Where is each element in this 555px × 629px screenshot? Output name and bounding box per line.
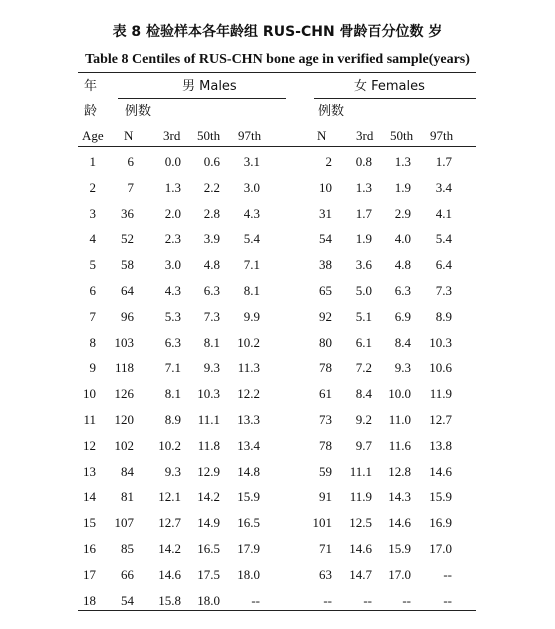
cell-males-p3: 14.6 xyxy=(158,566,181,582)
cell-males-p50: 11.8 xyxy=(197,437,220,453)
cell-males-p97: -- xyxy=(251,592,260,608)
cell-age: 5 xyxy=(89,257,96,273)
cell-females-p97: 12.7 xyxy=(429,412,452,427)
cell-age: 3 xyxy=(89,205,96,221)
cell-females-p97: 3.4 xyxy=(435,179,452,195)
cell-females-p3: 14.7 xyxy=(349,566,372,582)
cell-males-p50: 0.6 xyxy=(203,154,220,169)
cell-females-p97: 14.6 xyxy=(429,463,452,479)
cell-males-n: 64 xyxy=(121,283,134,298)
cell-males-p3: 15.8 xyxy=(158,592,181,608)
cell-females-p50: 11.0 xyxy=(388,412,411,427)
cell-males-p50: 2.2 xyxy=(203,179,220,195)
cell-males-n: 7 xyxy=(127,179,134,195)
cell-females-p3: 11.1 xyxy=(349,463,372,479)
cell-males-n: 58 xyxy=(121,257,134,273)
cell-females-n: 91 xyxy=(319,489,332,505)
cell-females-p50: 15.9 xyxy=(388,541,411,556)
header-p50-males: 50th xyxy=(197,128,221,143)
cell-females-p3: 1.3 xyxy=(355,179,372,195)
cell-males-n: 118 xyxy=(114,360,134,376)
header-cases-females: 例数 xyxy=(318,104,345,119)
cell-females-p97: 15.9 xyxy=(429,489,452,505)
cell-males-p50: 10.3 xyxy=(197,386,220,402)
cell-males-n: 120 xyxy=(114,412,134,427)
cell-females-n: 78 xyxy=(319,437,332,453)
cell-females-n: 63 xyxy=(319,566,332,582)
cell-females-p50: 4.0 xyxy=(394,231,411,247)
cell-females-p3: 14.6 xyxy=(349,541,372,556)
cell-age: 12 xyxy=(83,437,96,453)
cell-age: 18 xyxy=(83,592,96,608)
cell-females-p3: 5.1 xyxy=(355,308,372,324)
header-females: 女 Females xyxy=(354,79,425,94)
cell-females-p97: 10.3 xyxy=(429,334,452,350)
cell-age: 7 xyxy=(89,308,96,324)
cell-females-p50: 8.4 xyxy=(394,334,411,350)
cell-females-p3: 12.5 xyxy=(349,515,372,531)
cell-males-p97: 10.2 xyxy=(237,334,260,350)
cell-females-n: 80 xyxy=(319,334,332,350)
cell-females-p97: 17.0 xyxy=(429,541,452,556)
cell-males-p3: 4.3 xyxy=(164,283,181,298)
cell-females-p50: 12.8 xyxy=(388,463,411,479)
cell-females-n: 54 xyxy=(319,231,332,247)
cell-males-p97: 18.0 xyxy=(237,566,260,582)
header-p50-females: 50th xyxy=(390,128,414,143)
header-age-cn-2: 龄 xyxy=(84,104,98,119)
header-bottom-rule xyxy=(78,146,476,147)
cell-males-p50: 3.9 xyxy=(203,231,220,247)
cell-females-p50: 1.3 xyxy=(394,154,411,169)
cell-males-p3: 3.0 xyxy=(164,257,181,273)
cell-females-n: 10 xyxy=(319,179,332,195)
cell-females-p50: 14.6 xyxy=(388,515,411,531)
cell-males-p50: 8.1 xyxy=(203,334,220,350)
cell-females-p97: -- xyxy=(443,592,452,608)
cell-females-p3: 0.8 xyxy=(355,154,372,169)
cell-males-n: 126 xyxy=(114,386,134,402)
cell-females-p50: 2.9 xyxy=(394,205,411,221)
cell-males-p97: 11.3 xyxy=(237,360,260,376)
header-age-cn-1: 年 xyxy=(84,79,98,94)
cell-males-p97: 13.4 xyxy=(237,437,260,453)
cell-males-p97: 8.1 xyxy=(243,283,260,298)
cell-males-n: 6 xyxy=(127,154,134,169)
cell-males-p3: 14.2 xyxy=(158,541,181,556)
cell-females-n: 101 xyxy=(312,515,332,531)
cell-females-n: 2 xyxy=(325,154,332,169)
cell-females-p97: 11.9 xyxy=(429,386,452,402)
cell-males-n: 36 xyxy=(121,205,134,221)
cell-males-p97: 3.0 xyxy=(243,179,260,195)
cell-males-p50: 4.8 xyxy=(203,257,220,273)
cell-males-n: 84 xyxy=(121,463,134,479)
cell-males-p50: 14.9 xyxy=(197,515,220,531)
cell-females-p97: 10.6 xyxy=(429,360,452,376)
cell-age: 9 xyxy=(89,360,96,376)
cell-males-p50: 12.9 xyxy=(197,463,220,479)
cell-females-p3: 11.9 xyxy=(349,489,372,505)
header-p3-males: 3rd xyxy=(163,128,181,143)
cell-age: 11 xyxy=(83,412,96,427)
cell-age: 16 xyxy=(83,541,96,556)
cell-males-p3: 5.3 xyxy=(164,308,181,324)
cell-males-p97: 14.8 xyxy=(237,463,260,479)
cell-age: 4 xyxy=(89,231,96,247)
cell-females-p3: 9.7 xyxy=(355,437,372,453)
cell-males-p3: 6.3 xyxy=(164,334,181,350)
cell-males-n: 52 xyxy=(121,231,134,247)
cell-males-p50: 11.1 xyxy=(197,412,220,427)
cell-age: 14 xyxy=(83,489,96,505)
cell-males-p97: 5.4 xyxy=(243,231,260,247)
cell-females-n: 61 xyxy=(319,386,332,402)
cell-females-p50: 17.0 xyxy=(388,566,411,582)
cell-females-p50: 4.8 xyxy=(394,257,411,273)
bottom-rule xyxy=(78,610,476,611)
cell-age: 1 xyxy=(89,154,96,169)
cell-age: 17 xyxy=(83,566,96,582)
males-group-rule xyxy=(118,98,286,99)
header-age-en: Age xyxy=(82,128,104,143)
cell-males-p97: 12.2 xyxy=(237,386,260,402)
cell-age: 15 xyxy=(83,515,96,531)
cell-females-p97: 4.1 xyxy=(435,205,452,221)
header-n-males: N xyxy=(124,128,134,143)
cell-females-p97: -- xyxy=(443,566,452,582)
cell-females-p50: 9.3 xyxy=(394,360,411,376)
cell-males-p3: 2.0 xyxy=(164,205,181,221)
cell-males-p3: 8.1 xyxy=(164,386,181,402)
cell-females-p97: 1.7 xyxy=(435,154,452,169)
cell-females-p50: 1.9 xyxy=(394,179,411,195)
cell-males-p50: 18.0 xyxy=(197,592,220,608)
cell-males-p3: 1.3 xyxy=(164,179,181,195)
cell-females-p3: 5.0 xyxy=(355,283,372,298)
cell-males-p97: 13.3 xyxy=(237,412,260,427)
cell-age: 13 xyxy=(83,463,96,479)
cell-females-p97: 6.4 xyxy=(435,257,452,273)
cell-age: 6 xyxy=(89,283,96,298)
cell-females-n: 31 xyxy=(319,205,332,221)
cell-females-p97: 16.9 xyxy=(429,515,452,531)
cell-males-p97: 4.3 xyxy=(243,205,260,221)
cell-females-p50: 10.0 xyxy=(388,386,411,402)
cell-males-p50: 6.3 xyxy=(203,283,220,298)
cell-females-p50: 11.6 xyxy=(388,437,411,453)
cell-females-p50: -- xyxy=(402,592,411,608)
cell-males-p97: 3.1 xyxy=(243,154,260,169)
cell-males-p97: 15.9 xyxy=(237,489,260,505)
cell-males-p3: 12.1 xyxy=(158,489,181,505)
header-cases-males: 例数 xyxy=(125,104,152,119)
cell-males-n: 81 xyxy=(121,489,134,505)
cell-age: 2 xyxy=(89,179,96,195)
cell-age: 10 xyxy=(83,386,96,402)
cell-males-p50: 9.3 xyxy=(203,360,220,376)
cell-males-p50: 16.5 xyxy=(197,541,220,556)
cell-males-p97: 16.5 xyxy=(237,515,260,531)
cell-males-n: 85 xyxy=(121,541,134,556)
cell-males-p50: 14.2 xyxy=(197,489,220,505)
cell-females-p97: 8.9 xyxy=(435,308,452,324)
cell-females-p3: 9.2 xyxy=(355,412,372,427)
cell-females-n: 65 xyxy=(319,283,332,298)
cell-females-p50: 6.3 xyxy=(394,283,411,298)
header-n-females: N xyxy=(317,128,327,143)
cell-males-n: 66 xyxy=(121,566,134,582)
cell-females-p3: 1.9 xyxy=(355,231,372,247)
cell-males-n: 107 xyxy=(114,515,134,531)
cell-females-p3: 1.7 xyxy=(355,205,372,221)
cell-males-p97: 9.9 xyxy=(243,308,260,324)
cell-females-p97: 7.3 xyxy=(435,283,452,298)
cell-females-p3: -- xyxy=(363,592,372,608)
top-rule xyxy=(78,72,476,73)
cell-females-p97: 5.4 xyxy=(435,231,452,247)
cell-males-p3: 8.9 xyxy=(164,412,181,427)
cell-males-p97: 17.9 xyxy=(237,541,260,556)
cell-males-n: 96 xyxy=(121,308,134,324)
cell-males-p50: 2.8 xyxy=(203,205,220,221)
cell-females-p3: 7.2 xyxy=(355,360,372,376)
cell-males-p50: 17.5 xyxy=(197,566,220,582)
header-p97-females: 97th xyxy=(430,128,454,143)
females-group-rule xyxy=(314,98,476,99)
cell-males-p50: 7.3 xyxy=(203,308,220,324)
cell-males-p97: 7.1 xyxy=(243,257,260,273)
cell-males-n: 103 xyxy=(114,334,134,350)
cell-males-n: 54 xyxy=(121,592,134,608)
cell-females-p97: 13.8 xyxy=(429,437,452,453)
cell-females-n: 71 xyxy=(319,541,332,556)
cell-females-p50: 6.9 xyxy=(394,308,411,324)
cell-females-n: 73 xyxy=(319,412,332,427)
table-title-english: Table 8 Centiles of RUS-CHN bone age in verified sample(years) xyxy=(85,52,470,67)
cell-males-p3: 7.1 xyxy=(164,360,181,376)
cell-females-n: 38 xyxy=(319,257,332,273)
cell-males-p3: 0.0 xyxy=(164,154,181,169)
cell-males-p3: 12.7 xyxy=(158,515,181,531)
header-p3-females: 3rd xyxy=(356,128,374,143)
cell-females-p3: 8.4 xyxy=(355,386,372,402)
header-p97-males: 97th xyxy=(238,128,262,143)
cell-females-n: 78 xyxy=(319,360,332,376)
cell-females-n: -- xyxy=(323,592,332,608)
cell-females-p3: 3.6 xyxy=(355,257,372,273)
cell-males-p3: 9.3 xyxy=(164,463,181,479)
cell-females-p3: 6.1 xyxy=(355,334,372,350)
header-males: 男 Males xyxy=(182,79,237,94)
cell-males-p3: 10.2 xyxy=(158,437,181,453)
cell-males-p3: 2.3 xyxy=(164,231,181,247)
cell-females-n: 59 xyxy=(319,463,332,479)
cell-age: 8 xyxy=(89,334,96,350)
cell-females-n: 92 xyxy=(319,308,332,324)
cell-males-n: 102 xyxy=(114,437,134,453)
table-title-chinese: 表 8 检验样本各年龄组 RUS-CHN 骨龄百分位数 岁 xyxy=(112,24,443,40)
cell-females-p50: 14.3 xyxy=(388,489,411,505)
